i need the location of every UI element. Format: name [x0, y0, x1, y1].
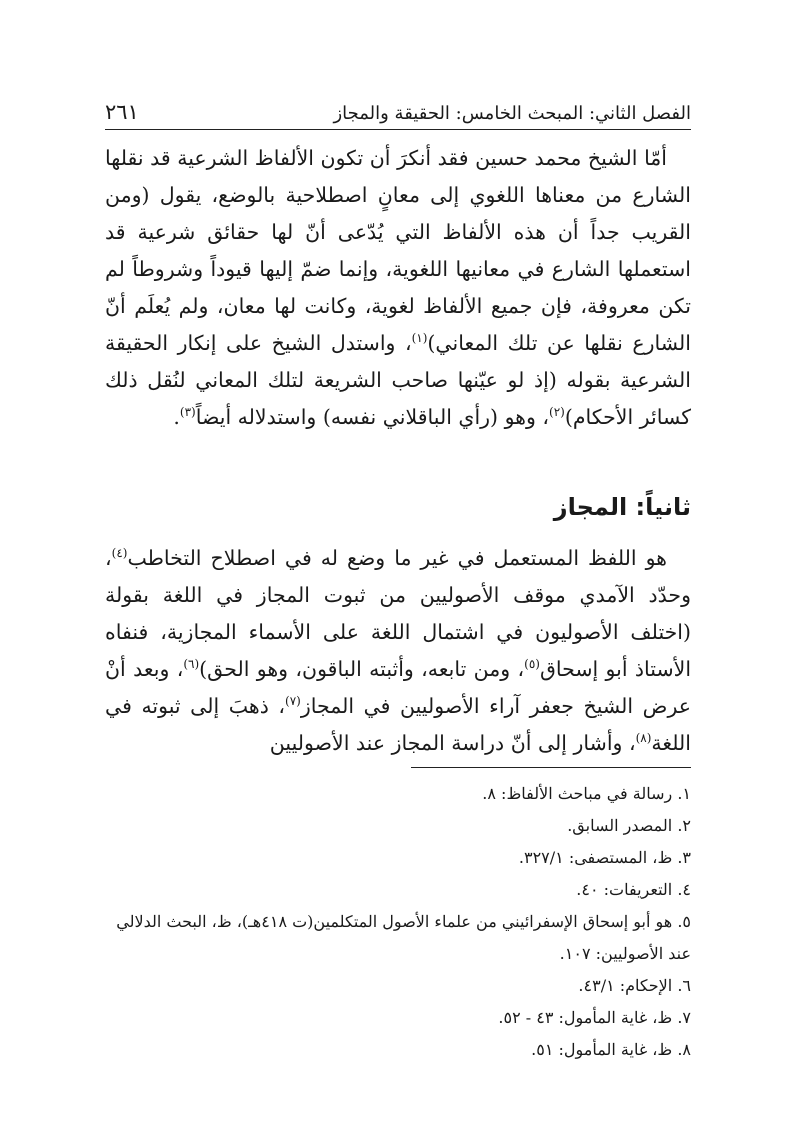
- footnote-ref-6[interactable]: (٦): [183, 657, 200, 672]
- main-text-block: [105, 140, 691, 436]
- section-heading: ثانياً: المجاز: [553, 493, 691, 521]
- header-rule: [105, 129, 691, 130]
- paragraph-2-text-e: ، ذهبَ إلى ثبوته في اللغة: [105, 694, 691, 755]
- paragraph-1-text-a: ، واستدل الشيخ على إنكار الحقيقة الشرعية بقوله (إذ لو عيّنها صاحب الشريعة لتلك المعاني لنُقل ذلك كسائر الأحكام): [105, 331, 691, 429]
- paragraph-1: [105, 140, 691, 436]
- paragraph-2: [105, 540, 691, 762]
- paragraph-1-text-c: .: [173, 405, 180, 429]
- page-number: ٢٦١: [105, 100, 139, 124]
- footnote-separator: [411, 767, 691, 768]
- footnote-7: ٧. ظ، غاية المأمول: ٤٣ - ٥٢.: [498, 1008, 691, 1027]
- paragraph-2-text-b: ، وحدّد الآمدي موقف الأصوليين من ثبوت المجاز في اللغة بقولة (اختلف الأصوليون في اشتمال اللغة على الأسماء المجازية، فنفاه الأستاذ أبو إسحاق: [105, 546, 692, 681]
- running-title: الفصل الثاني: المبحث الخامس: الحقيقة والمجاز: [333, 103, 691, 124]
- paragraph-2-text-c: ، ومن تابعه، وأثبته الباقون، وهو الحق): [199, 657, 525, 681]
- footnote-ref-1[interactable]: (١): [411, 331, 428, 346]
- footnote-ref-7[interactable]: (٧): [285, 694, 301, 709]
- footnote-2: ٢. المصدر السابق.: [567, 816, 691, 835]
- paragraph-2-text-a: هو اللفظ المستعمل في غير ما وضع له في اصطلاح التخاطب: [127, 546, 667, 570]
- footnote-ref-3[interactable]: (٣): [179, 405, 196, 420]
- footnote-4: ٤. التعريفات: ٤٠.: [576, 880, 691, 899]
- footnote-1: ١. رسالة في مباحث الألفاظ: ٨.: [482, 784, 691, 803]
- footnote-ref-5[interactable]: (٥): [524, 657, 540, 672]
- footnotes: [105, 778, 691, 1066]
- paragraph-2-text-f: ، وأشار إلى أنّ دراسة المجاز عند الأصوليين: [269, 731, 636, 755]
- paragraph-1-text: أمّا الشيخ محمد حسين فقد أنكرَ أن تكون الألفاظ الشرعية قد نقلها الشارع من معناها اللغوي إلى معانٍ اصطلاحية بالوضع، يقول (ومن القريب جداً أن هذه الألفاظ التي يُدّعى أنّ لها حقائق شرعية قد استعملها الشارع في معانيها اللغوية، وإنما ضمّ إليها قيوداً وشروطاً لم تكن معروفة، فإن جميع الألفاظ لغوية، وكانت لها معان، ولم يُعلَم أنّ الشارع نقلها عن تلك المعاني): [105, 146, 691, 355]
- footnote-3: ٣. ظ، المستصفى: ٣٢٧/١.: [518, 848, 691, 867]
- main-text-block-2: [105, 540, 691, 762]
- footnote-8: ٨. ظ، غاية المأمول: ٥١.: [531, 1040, 691, 1059]
- paragraph-1-text-b: ، وهو (رأي الباقلاني نفسه) واستدلاله أيضاً: [195, 405, 550, 429]
- footnote-5: ٥. هو أبو إسحاق الإسفرائيني من علماء الأصول المتكلمين(ت ٤١٨هـ)، ظ، البحث الدلالي عند الأصوليين: ١٠٧.: [116, 912, 691, 963]
- footnote-6: ٦. الإحكام: ٤٣/١.: [578, 976, 691, 995]
- footnote-ref-8[interactable]: (٨): [635, 731, 652, 746]
- footnote-ref-2[interactable]: (٢): [549, 405, 565, 420]
- footnote-ref-4[interactable]: (٤): [111, 546, 128, 561]
- page-header: [105, 88, 691, 124]
- paragraph-2-text-d: ، وبعد أنْ عرض الشيخ جعفر آراء الأصوليين في المجاز: [105, 657, 692, 718]
